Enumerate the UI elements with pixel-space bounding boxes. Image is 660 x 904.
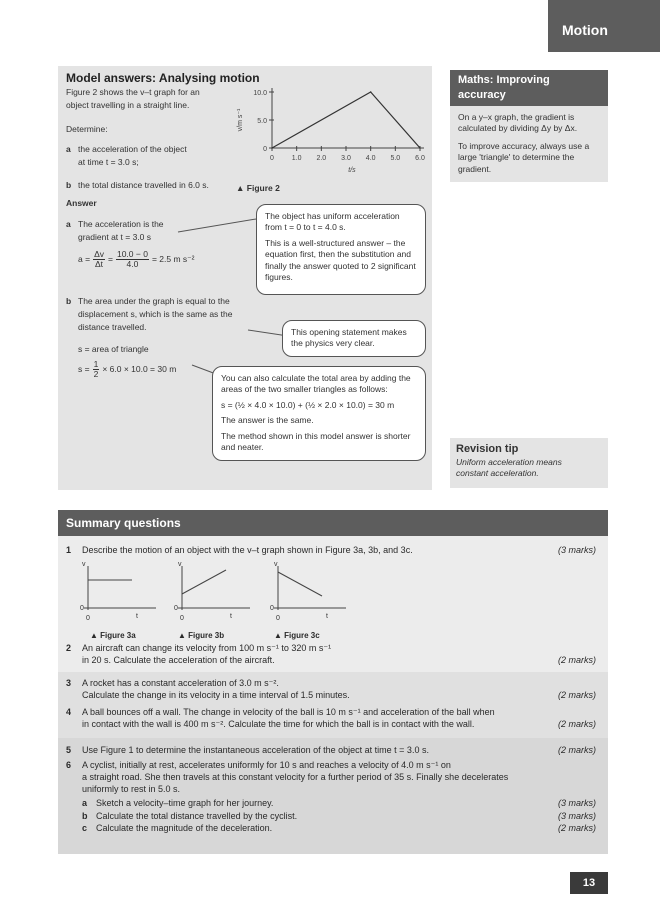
callout-formula: s = (½ × 4.0 × 10.0) + (½ × 2.0 × 10.0) = 30 m (221, 399, 395, 410)
model-answers-title: Model answers: Analysing motion (66, 71, 260, 85)
figure-3c (266, 558, 356, 642)
question-a-line-1: the acceleration of the object (78, 144, 187, 154)
axis-label-t: t (326, 613, 328, 620)
question-text: in 20 s. Calculate the acceleration of the aircraft. (82, 655, 275, 666)
callout-pointer-1 (178, 218, 262, 232)
graph-line-increasing (182, 570, 226, 594)
question-number: 6 (66, 760, 72, 770)
question-text: Describe the motion of an object with the v–t graph shown in Figure 3a, 3b, and 3c. (82, 545, 413, 555)
question-number: 1 (66, 545, 72, 555)
callout-bubble-structure (256, 204, 426, 295)
origin-label: 0 (180, 615, 184, 622)
figure-3c-caption: ▲ Figure 3c (274, 631, 320, 641)
answer-b-line-4: s = area of triangle (78, 344, 149, 354)
axis-label-t: t (230, 613, 232, 620)
figure-3a (76, 558, 166, 642)
summary-title: Summary questions (58, 510, 608, 536)
formula-lhs: s = (78, 364, 90, 375)
revision-tip-title: Revision tip (456, 443, 519, 455)
maths-text-2: To improve accuracy, always use a large 'triangle' to determine the gradient. (458, 140, 590, 174)
y-tick-label: 10.0 (253, 90, 267, 97)
question-text: A ball bounces off a wall. The change in velocity of the ball is 10 m s⁻¹ and acceleration of the ball when (82, 707, 495, 717)
tick-zero: 0 (80, 605, 84, 612)
question-number: 4 (66, 707, 72, 717)
formula-lhs: a = (78, 254, 91, 265)
intro-line-2: object travelling in a straight line. (66, 100, 190, 110)
origin-label: 0 (86, 615, 90, 622)
question-number: 2 (66, 643, 72, 653)
part-marks: (3 marks) (558, 810, 596, 821)
figure-3b-graph (170, 558, 260, 628)
callout-text: The object has uniform acceleration from t = 0 to t = 4.0 s. (265, 211, 400, 233)
x-tick-label: 4.0 (365, 155, 376, 162)
answer-b-line-3: distance travelled. (78, 322, 147, 332)
figure-3a-graph (76, 558, 166, 628)
question-1 (58, 544, 608, 556)
figure-3c-graph (266, 558, 356, 628)
axis-label-t: t (136, 613, 138, 620)
question-number: 5 (66, 745, 72, 755)
answer-heading: Answer (66, 198, 97, 208)
formula-equals: = (108, 254, 113, 265)
answer-b-line-1: The area under the graph is equal to the (78, 296, 230, 306)
fraction-denominator: 4.0 (126, 259, 139, 270)
question-text: in contact with the wall is 400 m s⁻². Calculate the time for which the ball is in contact with the wall. (82, 719, 475, 730)
revision-tip-panel (450, 438, 608, 488)
axis-label-v: v (82, 561, 86, 568)
part-label: b (82, 810, 88, 821)
question-marks: (2 marks) (558, 655, 596, 666)
fraction-numerator: 1 (93, 359, 99, 369)
question-a-label: a (66, 144, 71, 154)
question-text: An aircraft can change its velocity from 100 m s⁻¹ to 320 m s⁻¹ (82, 643, 332, 653)
fraction-denominator: 2 (93, 369, 99, 380)
figure-3b-caption: ▲ Figure 3b (178, 631, 225, 641)
formula-rhs: × 6.0 × 10.0 = 30 m (102, 364, 177, 375)
callout-text: This opening statement makes the physics very clear. (291, 327, 407, 349)
question-4 (58, 706, 608, 730)
question-b-text: the total distance travelled in 6.0 s. (78, 180, 209, 190)
question-marks: (3 marks) (558, 545, 596, 555)
intro-line-1: Figure 2 shows the v–t graph for an (66, 87, 200, 97)
question-b-label: b (66, 180, 72, 190)
figure-3b (170, 558, 260, 642)
question-3 (58, 677, 608, 701)
question-text: A cyclist, initially at rest, accelerates uniformly for 10 s and reaches a velocity of 4.0 m s⁻¹ on (82, 760, 451, 770)
callout-bubble-alternative (212, 366, 426, 461)
answer-a-line-2: gradient at t = 3.0 s (78, 232, 152, 242)
axis-label-v: v (178, 561, 182, 568)
callout-bubble-statement (282, 320, 426, 357)
question-2 (58, 642, 608, 666)
answer-a-label: a (66, 219, 71, 229)
question-text: Use Figure 1 to determine the instantaneous acceleration of the object at time t = 3.0 s. (82, 745, 429, 755)
question-text: A rocket has a constant acceleration of 3.0 m s⁻². (82, 678, 279, 688)
question-5 (58, 744, 608, 756)
part-text: Calculate the total distance travelled by the cyclist. (96, 810, 298, 821)
question-text: Calculate the change in its velocity in a time interval of 1.5 minutes. (82, 690, 350, 701)
x-tick-label: 3.0 (341, 155, 351, 162)
maths-title: Maths: Improving accuracy (450, 70, 608, 106)
question-text: uniformly to rest in 5.0 s. (82, 784, 181, 795)
answer-a-line-1: The acceleration is the (78, 219, 164, 229)
chapter-title: Motion (562, 22, 608, 39)
question-a-line-2: at time t = 3.0 s; (78, 157, 139, 167)
revision-tip-line-1: Uniform acceleration means (456, 456, 562, 467)
question-marks: (2 marks) (558, 690, 596, 701)
callout-text: This is a well-structured answer – the equation first, then the substitution and finally the answer quoted to 2 significant figures. (265, 237, 416, 283)
y-axis-label: v/m s⁻¹ (237, 108, 244, 132)
fraction-numerator: Δv (94, 249, 104, 259)
x-tick-label: 5.0 (390, 155, 401, 162)
origin-label: 0 (276, 615, 280, 622)
part-text: Calculate the magnitude of the deceleration. (96, 822, 273, 833)
part-marks: (2 marks) (558, 822, 596, 833)
maths-panel (450, 70, 608, 182)
part-marks: (3 marks) (558, 798, 596, 809)
x-tick-label: 0 (270, 155, 274, 162)
page-number: 13 (570, 872, 608, 894)
part-text: Sketch a velocity–time graph for her journey. (96, 798, 274, 809)
determine-label: Determine: (66, 124, 108, 134)
x-tick-label: 6.0 (415, 155, 425, 162)
formula-result: = 2.5 m s⁻² (151, 254, 195, 265)
question-6-part-b (66, 810, 608, 822)
question-text: a straight road. She then travels at this constant velocity for a further period of 35 s. Finally she decelerates (82, 772, 509, 783)
x-tick-label: 2.0 (316, 155, 327, 162)
question-marks: (2 marks) (558, 719, 596, 730)
question-6 (58, 759, 608, 834)
answer-b-label: b (66, 296, 72, 306)
fraction-numerator: 10.0 − 0 (116, 249, 148, 259)
maths-text-1: On a y–x graph, the gradient is calculated by dividing Δy by Δx. (458, 111, 578, 134)
callout-text: The answer is the same. (221, 415, 314, 426)
part-label: c (82, 822, 88, 833)
x-tick-label: 1.0 (291, 155, 302, 162)
y-tick-label: 0 (263, 146, 267, 153)
callout-text: You can also calculate the total area by adding the areas of the two smaller triangles as follows: (221, 373, 411, 395)
question-6-part-a (66, 797, 608, 809)
question-6-part-c (66, 822, 608, 834)
answer-b-line-2: displacement s, which is the same as the (78, 309, 233, 319)
figure-3a-caption: ▲ Figure 3a (90, 631, 136, 641)
question-marks: (2 marks) (558, 745, 596, 755)
figure-2-caption: ▲ Figure 2 (236, 183, 280, 193)
part-label: a (82, 798, 88, 809)
question-number: 3 (66, 678, 72, 688)
graph-line-decreasing (278, 572, 322, 596)
tick-zero: 0 (270, 605, 274, 612)
axis-label-v: v (274, 561, 278, 568)
tick-zero: 0 (174, 605, 178, 612)
revision-tip-line-2: constant acceleration. (456, 468, 539, 479)
y-tick-label: 5.0 (257, 118, 267, 125)
fraction-denominator: Δt (95, 259, 104, 270)
x-axis-label: t/s (348, 167, 356, 174)
callout-text: The method shown in this model answer is shorter and neater. (221, 430, 411, 453)
